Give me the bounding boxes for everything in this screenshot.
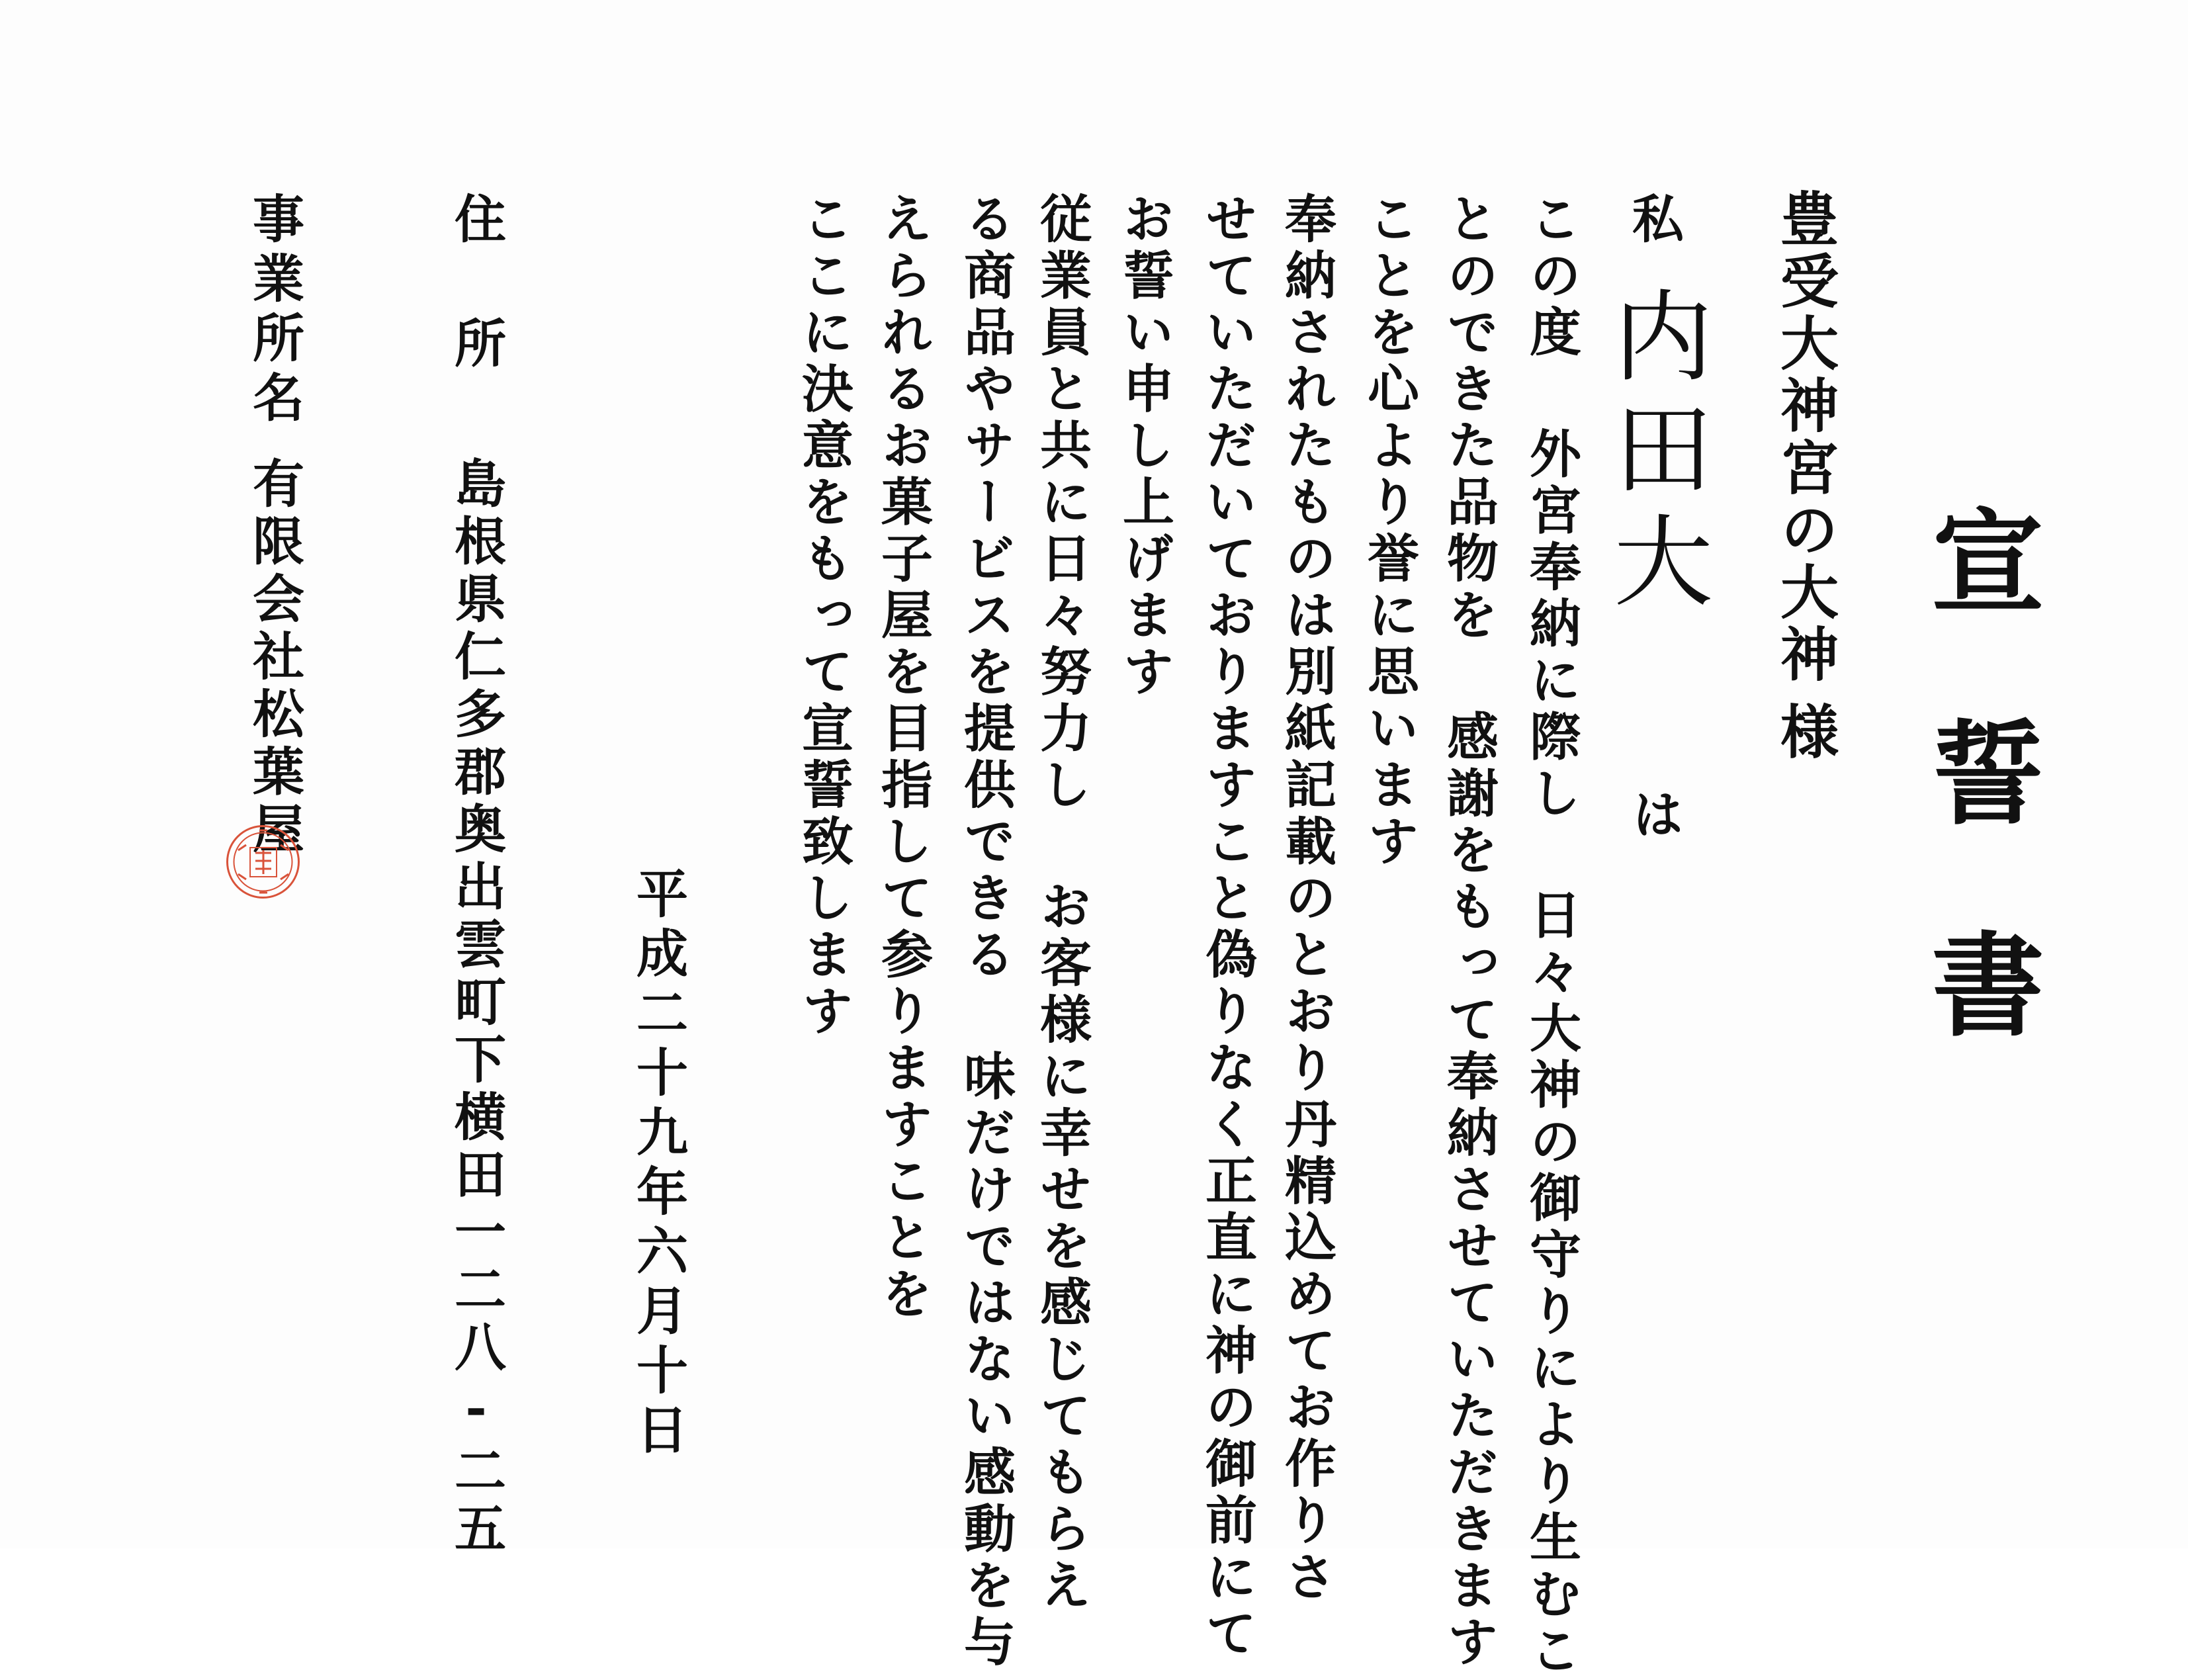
body-line: 奉納されたものは別紙記載のとおり丹精込めてお作りさ <box>1276 192 1336 1607</box>
body-line: せていただいておりますこと偽りなく正直に神の御前にて <box>1197 192 1257 1663</box>
document-title: 宣誓書 <box>1912 503 2044 1138</box>
recipient-name: 豊受大神宮の大神 <box>1771 189 1840 686</box>
document-date: 平成二十九年六月十日 <box>628 867 688 1462</box>
body-line: とのできた品物を 感謝をもって奉納させていただきます <box>1438 192 1499 1671</box>
body-line: る商品やサービスを提供できる 味だけではない感動を与 <box>955 192 1016 1671</box>
business-name: 有限会社松葉屋 <box>244 457 304 860</box>
pledger-particle: は <box>1624 787 1684 839</box>
company-seal-stamp-icon <box>225 824 301 900</box>
body-line: ことを心より誉に思います <box>1359 192 1419 871</box>
body-line: ここに決意をもって宣誓致します <box>793 192 853 1041</box>
address-label: 住所 <box>446 192 506 441</box>
body-line: この度 外宮奉納に際し 日々大神の御守りにより生むこ <box>1521 192 1581 1680</box>
business-label: 事業所名 <box>244 192 304 430</box>
address-value: 島根県仁多郡奥出雲町下横田一二八-二五 <box>446 457 506 1559</box>
pledger-label: 私 <box>1624 192 1684 243</box>
body-line: お誓い申し上げます <box>1114 192 1174 701</box>
recipient-honorific: 様 <box>1771 701 1840 760</box>
body-line: 従業員と共に日々努力し お客様に幸せを感じてもらえ <box>1031 192 1092 1615</box>
body-line: えられるお菓子屋を目指して参りますことを <box>873 192 933 1323</box>
pledger-name: 内田大 <box>1597 285 1712 622</box>
